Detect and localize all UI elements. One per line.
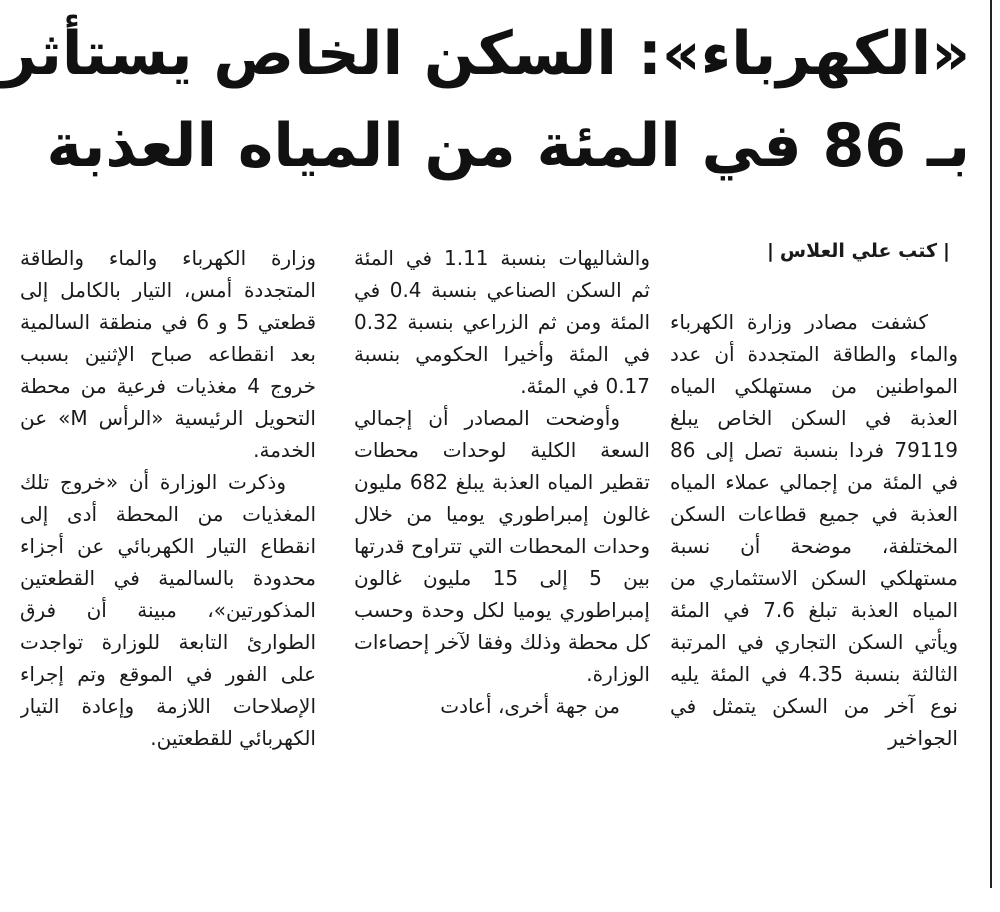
column-rule <box>990 0 992 888</box>
article-column-1 <box>670 306 958 896</box>
paragraph: وذكرت الوزارة أن «خروج تلك المغذيات من المحطة أدى إلى انقطاع التيار الكهربائي عن أجزاء محدودة بالسالمية في القطعتين المذكورتين»، مبينة أن فرق الطوارئ التابعة للوزارة تواجدت على الفور في الموقع وتم إجراء الإصلاحات اللازمة وإعادة التيار الكهربائي للقطعتين. <box>20 470 316 750</box>
paragraph: من جهة أخرى، أعادت <box>440 694 620 718</box>
byline-author: كتب علي العلاس <box>779 240 938 262</box>
article-column-2 <box>354 242 650 896</box>
paragraph: وأوضحت المصادر أن إجمالي السعة الكلية لوحدات محطات تقطير المياه العذبة يبلغ 682 مليون غالون إمبراطوري يوميا من خلال وحدات المحطات التي تتراوح قدرتها بين 5 إلى 15 مليون غالون إمبراطوري يوميا لكل وحدة وحسب كل محطة وذلك وفقا لآخر إحصاءات الوزارة. <box>354 406 650 686</box>
headline-line-1: «الكهرباء»: السكن الخاص يستأثر <box>2 19 970 89</box>
paragraph: والشاليهات بنسبة 1.11 في المئة ثم السكن الصناعي بنسبة 0.4 في المئة ومن ثم الزراعي بنسبة 0.32 في المئة وأخيرا الحكومي بنسبة 0.17 في المئة. <box>354 246 650 398</box>
headline <box>2 8 970 192</box>
byline: |كتب علي العلاس| <box>766 240 950 262</box>
article-column-3 <box>20 242 316 896</box>
paragraph: كشفت مصادر وزارة الكهرباء والماء والطاقة المتجددة أن عدد المواطنين من مستهلكي المياه العذبة في السكن الخاص يبلغ 79119 فردا بنسبة تصل إلى 86 في المئة من إجمالي عملاء المياه العذبة في جميع قطاعات السكن المختلفة، موضحة أن نسبة مستهلكي السكن الاستثماري من المياه العذبة تبلغ 7.6 في المئة ويأتي السكن التجاري في المرتبة الثالثة بنسبة 4.35 في المئة يليه نوع آخر من السكن يتمثل في الجواخير <box>670 310 958 750</box>
headline-line-2: بـ 86 في المئة من المياه العذبة <box>46 111 970 181</box>
paragraph: وزارة الكهرباء والماء والطاقة المتجددة أمس، التيار بالكامل إلى قطعتي 5 و 6 في منطقة السالمية بعد انقطاعه صباح الإثنين بسبب خروج 4 مغذيات فرعية من محطة التحويل الرئيسية «الرأس M» عن الخدمة. <box>20 246 316 462</box>
